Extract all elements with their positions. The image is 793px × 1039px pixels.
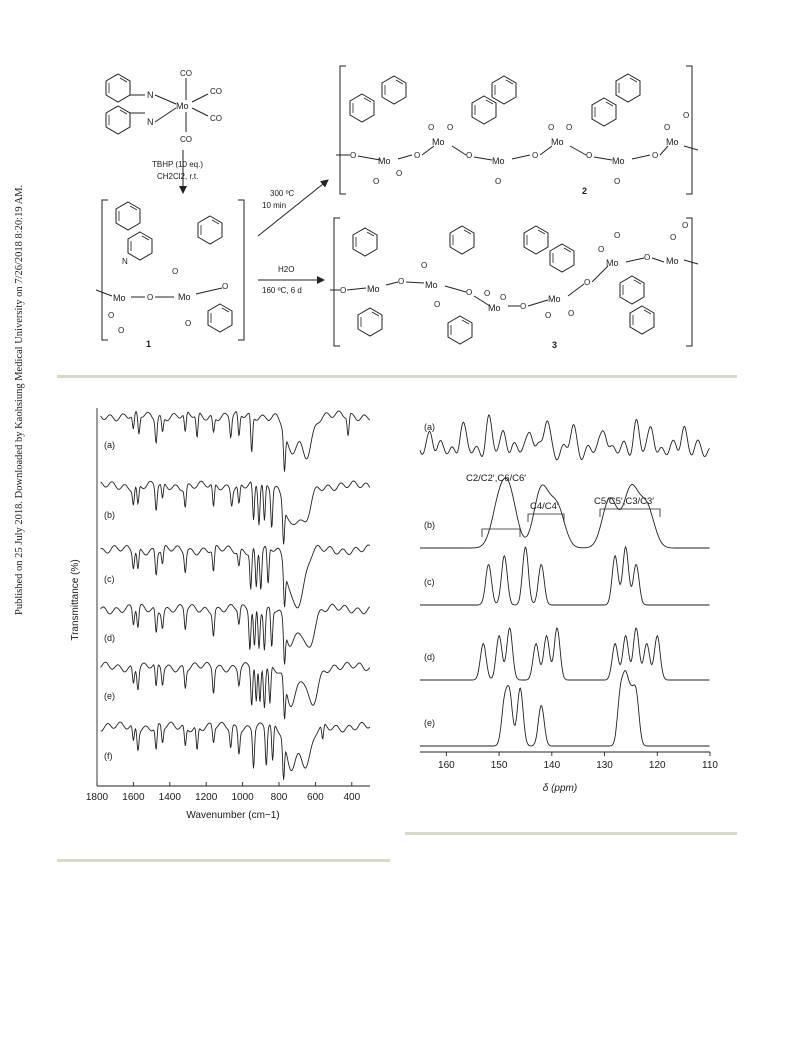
ir-x-tick-label: 1600 (122, 792, 145, 803)
o-label: O (652, 151, 659, 160)
o-label: O (421, 261, 428, 270)
ir-trace-label: (b) (104, 510, 115, 520)
nmr-trace (420, 478, 710, 548)
mo-label: Mo (176, 101, 189, 111)
ir-trace-label: (e) (104, 691, 115, 701)
nmr-spectra-chart (410, 400, 740, 800)
ir-x-tick-label: 400 (343, 792, 361, 803)
mo-label: Mo (113, 293, 126, 303)
reaction-scheme (0, 0, 793, 370)
o-label: O (108, 311, 115, 320)
nmr-x-tick-label: 160 (438, 760, 455, 771)
mo-label: Mo (378, 156, 391, 166)
o-label: O (172, 267, 179, 276)
co-label: CO (210, 87, 222, 96)
o-label: O (466, 151, 473, 160)
nmr-trace-label: (a) (424, 422, 435, 432)
ir-y-axis-label: Transmittance (%) (70, 559, 81, 641)
o-label: O (614, 231, 621, 240)
compound-2-structure (336, 66, 698, 196)
o-label: O (350, 151, 357, 160)
n-label: N (122, 257, 128, 266)
o-label: O (566, 123, 573, 132)
o-label: O (434, 300, 441, 309)
o-label: O (532, 151, 539, 160)
nmr-trace-label: (d) (424, 652, 435, 662)
co-label: CO (210, 114, 222, 123)
o-label: O (500, 293, 507, 302)
o-label: O (548, 123, 555, 132)
o-label: O (520, 302, 527, 311)
ir-trace-label: (f) (104, 751, 113, 761)
o-label: O (614, 177, 621, 186)
o-label: O (644, 253, 651, 262)
ir-x-tick-label: 1000 (231, 792, 254, 803)
mo-label: Mo (178, 292, 191, 302)
o-label: O (484, 289, 491, 298)
o-label: O (373, 177, 380, 186)
co-label: CO (180, 135, 192, 144)
compound-1-structure (96, 200, 244, 349)
o-label: O (466, 288, 473, 297)
o-label: O (396, 169, 403, 178)
annotation-c5-c3: C5/C5′,C3/C3′ (594, 496, 655, 507)
o-label: O (670, 233, 677, 242)
compound-1-label: 1 (146, 339, 152, 349)
condition-time-top: 10 min (262, 201, 287, 210)
o-label: O (185, 319, 192, 328)
mo-label: Mo (666, 137, 679, 147)
mo-label: Mo (551, 137, 564, 147)
ir-x-tick-label: 1400 (158, 792, 181, 803)
ir-trace (101, 481, 370, 544)
mo-label: Mo (425, 280, 438, 290)
o-label: O (598, 245, 605, 254)
condition-temp-time-bottom: 160 ºC, 6 d (262, 286, 302, 295)
ir-x-axis-label: Wavenumber (cm−1) (186, 810, 280, 821)
nmr-trace-label: (b) (424, 520, 435, 530)
mo-label: Mo (432, 137, 445, 147)
ir-trace-label: (a) (104, 440, 115, 450)
mo-label: Mo (492, 156, 505, 166)
mo-label: Mo (606, 258, 619, 268)
reagent-label: TBHP (10 eq.) (152, 160, 203, 169)
nmr-x-tick-label: 110 (702, 760, 718, 771)
compound-3-structure (330, 218, 698, 350)
mo-label: Mo (612, 156, 625, 166)
divider-bottom-left (57, 859, 390, 862)
solvent-label: CH2Cl2, r.t. (157, 172, 199, 181)
ir-trace (101, 545, 370, 608)
o-label: O (568, 309, 575, 318)
annotation-c2-c6: C2/C2′,C6/C6′ (466, 473, 527, 484)
nmr-x-tick-label: 120 (648, 760, 666, 771)
starting-complex (106, 69, 222, 144)
o-label: O (147, 293, 154, 302)
nmr-trace (420, 547, 710, 605)
ir-x-tick-label: 600 (307, 792, 324, 803)
mo-label: Mo (548, 294, 561, 304)
mo-label: Mo (488, 303, 501, 313)
nmr-x-tick-label: 150 (490, 760, 508, 771)
ir-x-tick-label: 800 (270, 792, 288, 803)
o-label: O (545, 311, 552, 320)
o-label: O (340, 286, 347, 295)
nmr-trace-label: (e) (424, 718, 435, 728)
o-label: O (586, 151, 593, 160)
ir-trace-label: (d) (104, 633, 115, 643)
divider-top (57, 375, 737, 378)
download-watermark-text: Published on 25 July 2018. Downloaded by Kaohsiung Medical University on 7/26/2018 8:20:19 AM. (14, 184, 25, 615)
ir-trace (101, 411, 370, 472)
ir-x-tick-label: 1800 (85, 792, 109, 803)
compound-3-label: 3 (552, 340, 558, 350)
nmr-trace (420, 671, 710, 746)
mo-label: Mo (666, 256, 679, 266)
o-label: O (683, 111, 690, 120)
o-label: O (428, 123, 435, 132)
o-label: O (447, 123, 454, 132)
nmr-trace-label: (c) (424, 577, 435, 587)
o-label: O (398, 277, 405, 286)
nmr-trace (420, 628, 710, 680)
ir-trace-label: (c) (104, 574, 115, 584)
mo-label: Mo (367, 284, 380, 294)
condition-reagent-bottom: H2O (278, 265, 295, 274)
n-label: N (147, 90, 154, 100)
ir-spectra-chart (60, 400, 390, 845)
o-label: O (664, 123, 671, 132)
n-label: N (147, 117, 154, 127)
condition-temp-top: 300 ºC (270, 189, 295, 198)
o-label: O (584, 278, 591, 287)
ir-x-tick-label: 1200 (195, 792, 218, 803)
o-label: O (222, 282, 229, 291)
ir-trace (101, 722, 370, 780)
co-label: CO (180, 69, 192, 78)
compound-2-label: 2 (582, 186, 588, 196)
ir-trace (101, 662, 370, 719)
o-label: O (414, 151, 421, 160)
nmr-x-tick-label: 140 (543, 760, 561, 771)
o-label: O (495, 177, 502, 186)
o-label: O (682, 221, 689, 230)
divider-bottom-right (405, 832, 737, 835)
o-label: O (118, 326, 125, 335)
nmr-trace (420, 415, 710, 460)
ir-trace (101, 604, 370, 664)
nmr-x-tick-label: 130 (596, 760, 613, 771)
nmr-x-axis-label: δ (ppm) (542, 783, 578, 794)
annotation-c4: C4/C4′ (530, 501, 559, 512)
